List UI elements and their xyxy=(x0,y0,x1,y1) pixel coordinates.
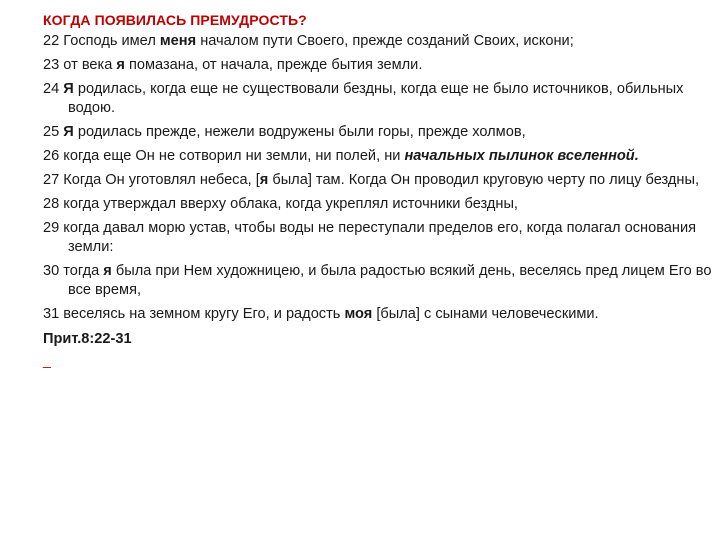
verse-text: началом пути Своего, прежде созданий Своих, искони; xyxy=(196,33,574,49)
verse-28 xyxy=(43,195,713,214)
verse-emphasis-italic: начальных пылинок вселенной. xyxy=(404,148,639,164)
verse-emphasis: я xyxy=(259,172,269,188)
verse-text: 31 веселясь на земном кругу Его, и радость xyxy=(43,306,345,322)
verse-text: родилась прежде, нежели водружены были горы, прежде холмов, xyxy=(73,124,526,140)
verse-22 xyxy=(43,32,713,51)
verse-text: 23 от века xyxy=(43,57,117,73)
verse-23 xyxy=(43,56,713,75)
verse-text: родилась, когда еще не существовали бездны, когда еще не было источников, обильных водою. xyxy=(68,81,684,116)
verse-emphasis: Я xyxy=(63,81,74,97)
scripture-reference: Прит.8:22-31 xyxy=(43,331,132,347)
verse-text: 28 когда утверждал вверху облака, когда укреплял источники бездны, xyxy=(43,196,518,212)
verse-27 xyxy=(43,171,713,190)
verse-text: была при Нем художницею, и была радостью всякий день, веселясь пред лицем Его во все время, xyxy=(68,263,712,298)
verse-26 xyxy=(43,147,713,166)
trailing-mark: _ xyxy=(43,352,51,368)
verse-text: помазана, от начала, прежде бытия земли. xyxy=(124,57,423,73)
verse-29 xyxy=(43,219,713,257)
verse-text: была] там. Когда Он проводил круговую черту по лицу бездны, xyxy=(268,172,700,188)
verse-text: 22 Господь имел xyxy=(43,33,160,49)
verse-text: 27 Когда Он уготовлял небеса, [ xyxy=(43,172,260,188)
verse-25 xyxy=(43,123,713,142)
verse-text: 24 xyxy=(43,81,64,97)
verse-emphasis: меня xyxy=(159,33,197,49)
verse-emphasis: я xyxy=(103,263,112,279)
slide-title: КОГДА ПОЯВИЛАСЬ ПРЕМУДРОСТЬ? xyxy=(43,12,307,28)
verse-emphasis: моя xyxy=(344,306,373,322)
verse-text: [была] с сынами человеческими. xyxy=(372,306,599,322)
verse-emphasis: я xyxy=(116,57,125,73)
slide-content xyxy=(43,8,713,369)
verse-text: 29 когда давал морю устав, чтобы воды не переступали пределов его, когда полагал основания земли: xyxy=(43,220,697,255)
verse-24 xyxy=(43,80,713,118)
verse-text: 26 когда еще Он не сотворил ни земли, ни полей, ни xyxy=(43,148,405,164)
verse-30 xyxy=(43,262,713,300)
verse-text: 25 xyxy=(43,124,64,140)
verse-emphasis: Я xyxy=(63,124,74,140)
verse-31 xyxy=(43,305,713,324)
verse-text: 30 тогда xyxy=(43,263,104,279)
